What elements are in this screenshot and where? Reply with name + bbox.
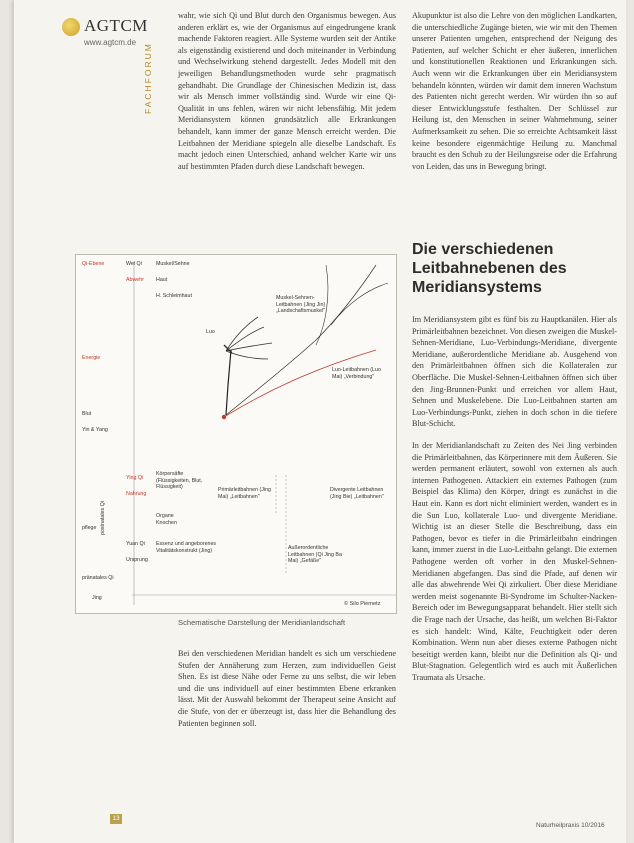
label-essenz: Essenz und angeborenes Vitalitätskonstrukt (Jing)	[156, 541, 217, 554]
meridian-landscape-figure	[75, 254, 397, 614]
column-1-top-paragraph: wahr, wie sich Qi und Blut durch den Organismus bewegen. Aus anderen erklärt es, wie der Organismus auf eingedrungene krank machende Faktoren reagiert. Alle Systeme wurden seit der Antike als eigenständig existierend und doch miteinander in Verbindung und Wechselwirkung stehend dargestellt. Jedes Modell mit den jeweiligen Behandlungsmethoden wurde sehr pragmatisch gehandhabt. Die Grundlage der Chinesischen Medizin ist, dass wir als Mensch immer vollständig sind. Wurde wir eine Qi-Qualität in uns fehlen, wären wir nicht lebensfähig. Mit jedem Meridiansystem können grundsätzlich alle Erkrankungen behandelt, kann immer der ganze Mensch erreicht werden. Die Leitbahnen der Meridiane spiegeln alle dieselbe Landschaft. Es macht jedoch einen Unterschied, anhand welcher Karte wir uns auf bestimmten Pfaden durch diese Landschaft bewegen.	[178, 11, 396, 171]
label-qi-ebene: Qi-Ebene	[82, 261, 105, 267]
label-praenatales-qi: pränatales Qi	[82, 575, 114, 581]
label-pflege: pflege	[82, 525, 97, 531]
label-ying-qi: Ying Qi	[126, 475, 144, 481]
label-jing: Jing	[92, 595, 102, 601]
label-luo: Luo	[206, 329, 215, 335]
logo-name: AGTCM	[84, 16, 148, 35]
label-yuan-qi: Yuan Qi	[126, 541, 145, 547]
label-hautschleim: H. Schleimhaut	[156, 293, 192, 299]
column-2-mid-paragraph: Im Meridiansystem gibt es fünf bis zu Hauptkanälen. Hier als Primärleitbahnen bezeichnet. Von diesen zweigen die Muskel-Sehnen-Meridiane, Luo-Verbindungs-Meridiane, divergente Meridiane, außerordentliche Meridiane ab. Ausgehend von den Primärleitbahnen öffnen sich die Kollateralen zur Oberfläche. Die Muskel-Sehnen-Leitbahnen öffnen sich über den Jing-Brunnen-Punkt und erreichen vor allem Haut, Sehnen und Muskelebene. Die Luo-Leitbahnen starten am Luo-Verbindungs-Punkt, ziehen in doch schon in die tiefere Blut-Schicht.	[412, 315, 617, 429]
footer-publication: Naturheilpraxis 10/2016	[536, 822, 605, 829]
label-abwehr: Abwehr	[126, 277, 144, 283]
label-primaerleitbahnen: Primärleitbahnen (Jing Mai) „Leitbahnen"	[218, 487, 271, 500]
label-yin-yang: Yin & Yang	[82, 427, 108, 433]
section-label: FACHFORUM	[143, 42, 153, 114]
label-ausserordentliche: Außerordentliche Leitbahnen (Qi Jing Ba Mai) „Gefäße"	[288, 545, 342, 564]
label-muskel-sehne: Muskel/Sehne	[156, 261, 190, 267]
label-muskel-sehnen-leitbahnen: Muskel-Sehnen-Leitbahnen (Jing Jin) „Landschaftsmuskel"	[276, 295, 326, 314]
label-haut: Haut	[156, 277, 168, 283]
label-blut: Blut	[82, 411, 92, 417]
label-nahrung: Nahrung	[126, 491, 147, 497]
label-wei-qi: Wei Qi	[126, 261, 142, 267]
label-koerpersaefte: Körpersäfte (Flüssigkeiten, Blut, Flüssigkeit)	[156, 471, 203, 490]
agtcm-logo-icon	[62, 18, 80, 36]
meridian-diagram-lines	[76, 255, 397, 614]
label-organe: Organe Knochen	[156, 513, 177, 526]
section-heading: Die verschiedenen Leitbahnebenen des Meridiansystems	[412, 241, 567, 296]
figure-caption: Schematische Darstellung der Meridianlandschaft	[178, 618, 346, 627]
label-ursprung: Ursprung	[126, 557, 148, 563]
label-luo-leitbahnen: Luo-Leitbahnen (Luo Mai) „Verbindung"	[332, 367, 381, 380]
label-energie: Energie	[82, 355, 101, 361]
label-divergente-leitbahnen: Divergente Leitbahnen (Jing Bie) „Leitbahnen"	[330, 487, 384, 500]
column-2-low-paragraph: In der Meridianlandschaft zu Zeiten des Nei Jing verbinden die Primärleitbahnen, das Körperinnere mit dem Äußeren. Sie werden permanent erläutert, sowohl von externen als auch internen Pathogenen. Attackiert ein externes Pathogen (zum Beispiel das Klima) den Körper, dringt es zunächst in die Haut ein. Kann es dort nicht eliminiert werden, wandert es in die Sun Luo, kollaterale Luo- und divergente Meridiane. Wichtig ist an dieser Stelle die Beschreibung, dass ein Pathogen, bevor es tiefer in die Primärleitbahn eindringen kann, immer zuerst in die Luo-Leitbahn gelangt. Die externen Pathogene werden oft vorher in den Muskel-Sehnen-Meridianen abgefangen. Das sind die Pfade, auf denen wir alle das abwehrende Wei Qi zirkuliert. Über diese Meridiane werden meist sogenannte Bi-Syndrome im Schulter-Nacken-Bereich oder im Bewegungsapparat behandelt. Hier stellt sich die Frage nach der Ursache, das heißt, um welchen Bi-Faktor es sich handelt: Wind, Kälte, Feuchtigkeit oder deren Kombination. Wenn nun aber dieses externe Pathogen nicht beseitigt werden kann, bleibt nur die Definition als Qi- und Blut-Stagnation. Gelegentlich wird es auch mit Äußerlichen Traumata als Ursache.	[412, 441, 617, 682]
page-number: 13	[110, 814, 122, 824]
label-postnatales-qi: postnatales Qi	[100, 501, 106, 535]
figure-copyright: © Silo Piernetz	[344, 601, 381, 607]
column-2-top-paragraph: Akupunktur ist also die Lehre von den möglichen Landkarten, die unterschiedliche Zugänge bieten, wie wir mit den Themen unserer Patienten umgehen, entsprechend der Neigung des Patienten, auf welcher Schicht er eher äußeren, innerlichen und konstitutionellen Reaktionen und Erkrankungen sich. Auch wenn wir die Erkrankungen über ein Meridiansystem behandeln könnten, würden wir damit dem inneren Wachstum des Patienten nicht gerecht werden. Wir würden ihn so auf dieser Entwicklungsstufe festhalten. Der Schlüssel zur Heilung ist, den Menschen in seiner Wahrnehmung, seiner Aufmerksamkeit zu sehen. Die so erreichte Achtsamkeit lässt keine besondere eigenmächtige Heilung zu. Manchmal braucht es den Schub zu der Heilungsreise oder die Erfahrung von Leiden, das uns in Bewegung bringt.	[412, 11, 617, 171]
logo-url: www.agtcm.de	[84, 38, 137, 47]
column-1-bottom-paragraph: Bei den verschiedenen Meridian handelt es sich um verschiedene Stufen der Annäherung zum Herzen, zum individuellen Geist Shen. Es ist diese Nähe oder Ferne zu uns selbst, die wir leben und die uns individuell auf einer bestimmten Ebene erkranken lässt. Mit der Auswahl bekommt der Therapeut seine Ansicht auf die Stufe, von der er überzeugt ist, dass hier die Behandlung des Patienten beginnen soll.	[178, 649, 396, 728]
document-page	[14, 0, 626, 843]
